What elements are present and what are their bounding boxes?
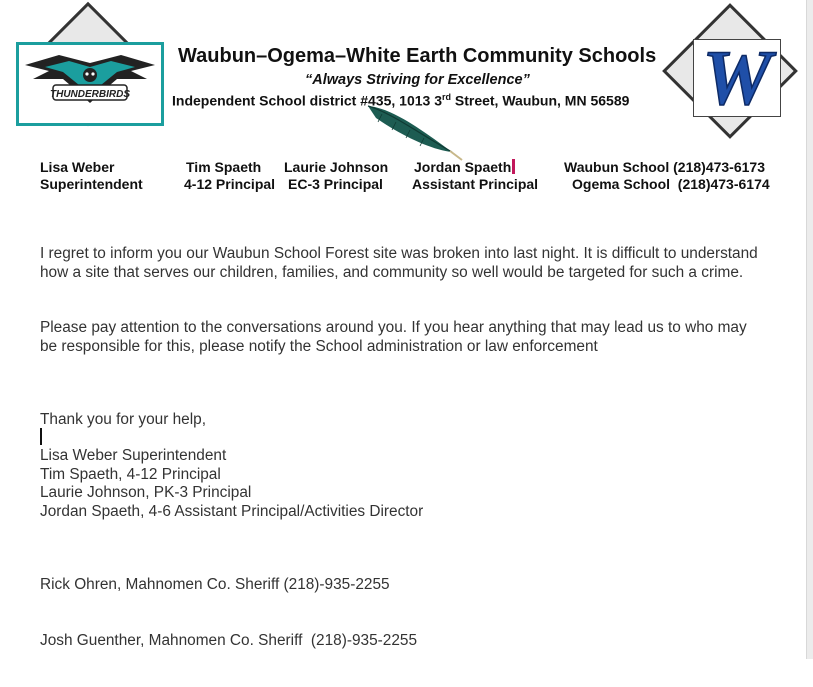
closing-line: Thank you for your help, [40,411,206,428]
address-suffix: Street, Waubun, MN 56589 [450,92,630,109]
sheriff-contacts [40,539,417,687]
staff-name: Laurie Johnson [284,159,389,175]
thunderbirds-logo-text: THUNDERBIRDS [50,89,130,100]
school-phones [564,159,770,193]
contact-line: Josh Guenther, Mahnomen Co. Sheriff (218)-935-2255 [40,631,418,649]
staff-lisa-weber [40,159,143,193]
waubun-w-logo [693,39,781,117]
phone-ogema: Ogema School (218)473-6174 [572,176,770,192]
paragraph-line: how a site that serves our children, families, and community so well would be targeted for such a crime. [40,263,744,281]
text-cursor [40,428,42,445]
vertical-scrollbar[interactable] [806,0,813,659]
contact-line: Rick Ohren, Mahnomen Co. Sheriff (218)-935-2255 [40,576,390,593]
address-prefix: Independent School district #435, 1013 3 [172,92,442,109]
paragraph-notice [40,245,758,282]
staff-title: EC-3 Principal [288,176,383,192]
address-superscript: rd [441,92,451,102]
school-district-title: Waubun–Ogema–White Earth Community Schools [178,45,657,67]
w-logo-letter: W [702,40,772,116]
thunderbirds-logo [16,42,164,126]
staff-name: Lisa Weber [40,159,115,175]
paragraph-request [40,319,747,356]
signature-line: Laurie Johnson, PK-3 Principal [40,484,252,501]
paragraph-line: be responsible for this, please notify the School administration or law enforcement [40,337,598,355]
w-letter-icon [694,40,780,116]
comment-marker[interactable] [512,159,515,174]
thunderbird-icon [19,45,161,123]
paragraph-line: I regret to inform you our Waubun School Forest site was broken into last night. It is difficult to understand [40,245,758,262]
staff-name: Tim Spaeth [186,159,262,175]
staff-tim-spaeth [184,159,275,193]
feather-icon [362,100,472,170]
staff-title: Superintendent [40,176,143,192]
signature-line: Tim Spaeth, 4-12 Principal [40,465,221,483]
signature-block [40,447,423,521]
staff-title: 4-12 Principal [184,176,276,192]
signature-line: Lisa Weber Superintendent [40,447,227,464]
phone-waubun: Waubun School (218)473-6173 [564,159,765,175]
signature-line: Jordan Spaeth, 4-6 Assistant Principal/Activities Director [40,502,424,520]
staff-title: Assistant Principal [412,176,539,192]
staff-name: Jordan Spaeth [414,159,512,175]
paragraph-line: Please pay attention to the conversations around you. If you hear anything that may lead us to who may [40,319,747,336]
school-motto: “Always Striving for Excellence” [305,72,530,88]
